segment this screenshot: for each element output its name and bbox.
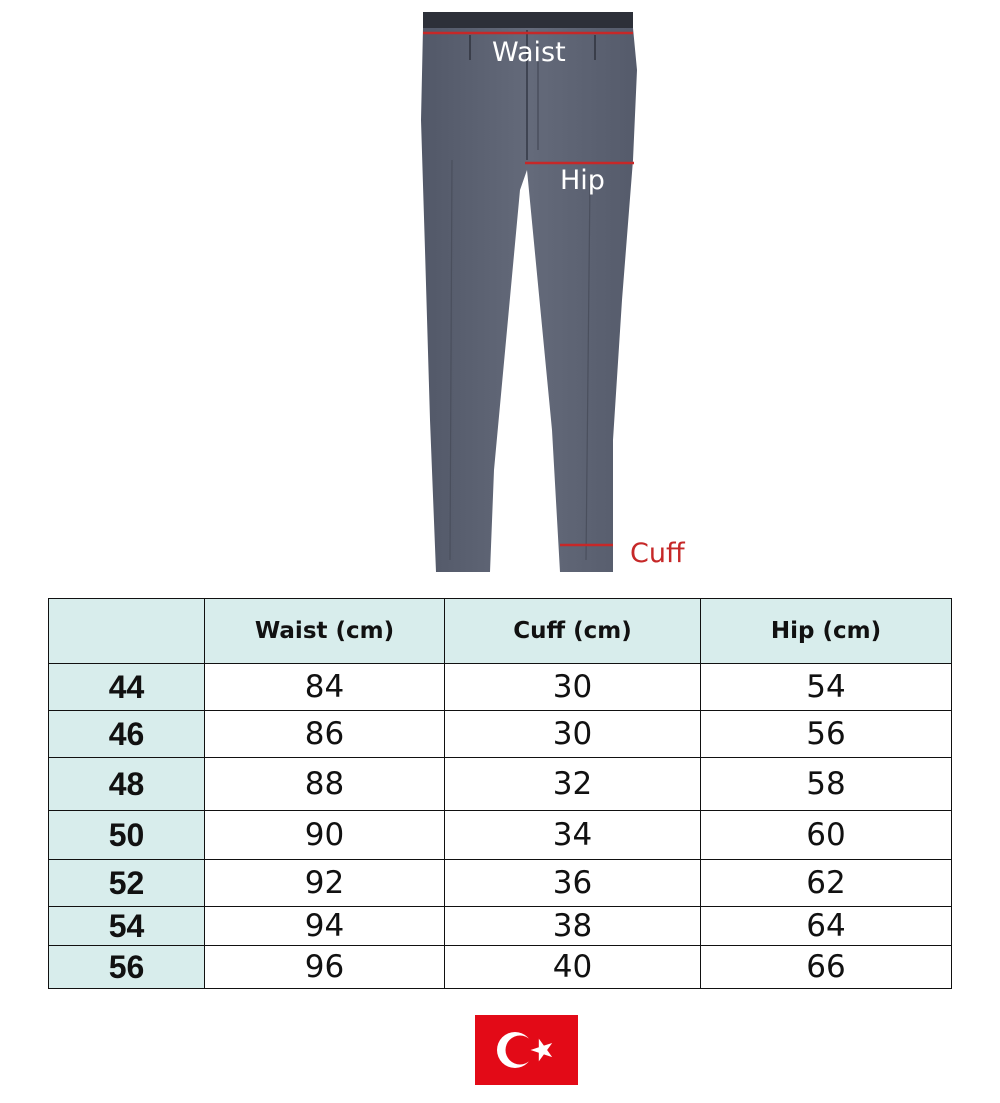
waist-label: Waist bbox=[492, 37, 566, 68]
cuff-cell: 40 bbox=[445, 946, 701, 989]
waist-cell: 86 bbox=[205, 711, 445, 758]
cuff-cell: 38 bbox=[445, 907, 701, 946]
hip-cell: 54 bbox=[701, 664, 952, 711]
waist-cell: 88 bbox=[205, 758, 445, 811]
hip-cell: 62 bbox=[701, 860, 952, 907]
size-cell: 48 bbox=[49, 758, 205, 811]
waist-cell: 84 bbox=[205, 664, 445, 711]
header-size bbox=[49, 599, 205, 664]
cuff-label: Cuff bbox=[630, 538, 685, 569]
hip-label: Hip bbox=[560, 165, 605, 196]
size-cell: 50 bbox=[49, 811, 205, 860]
trousers-body bbox=[421, 28, 637, 572]
header-waist: Waist (cm) bbox=[205, 599, 445, 664]
cuff-cell: 34 bbox=[445, 811, 701, 860]
hip-cell: 64 bbox=[701, 907, 952, 946]
size-cell: 44 bbox=[49, 664, 205, 711]
hip-cell: 60 bbox=[701, 811, 952, 860]
header-hip: Hip (cm) bbox=[701, 599, 952, 664]
table-row bbox=[49, 758, 952, 811]
size-cell: 52 bbox=[49, 860, 205, 907]
table-row bbox=[49, 907, 952, 946]
cuff-cell: 36 bbox=[445, 860, 701, 907]
table-row bbox=[49, 811, 952, 860]
table-row bbox=[49, 946, 952, 989]
size-chart-table bbox=[48, 598, 952, 989]
header-cuff: Cuff (cm) bbox=[445, 599, 701, 664]
waist-cell: 94 bbox=[205, 907, 445, 946]
waist-cell: 90 bbox=[205, 811, 445, 860]
waistband bbox=[423, 12, 633, 30]
size-cell: 54 bbox=[49, 907, 205, 946]
cuff-cell: 30 bbox=[445, 664, 701, 711]
hip-cell: 66 bbox=[701, 946, 952, 989]
turkey-flag-icon bbox=[475, 1015, 578, 1085]
waist-cell: 92 bbox=[205, 860, 445, 907]
size-cell: 46 bbox=[49, 711, 205, 758]
size-cell: 56 bbox=[49, 946, 205, 989]
table-row bbox=[49, 860, 952, 907]
cuff-cell: 30 bbox=[445, 711, 701, 758]
cuff-cell: 32 bbox=[445, 758, 701, 811]
hip-cell: 58 bbox=[701, 758, 952, 811]
waist-cell: 96 bbox=[205, 946, 445, 989]
table-header-row bbox=[49, 599, 952, 664]
table-row bbox=[49, 711, 952, 758]
table-row bbox=[49, 664, 952, 711]
hip-cell: 56 bbox=[701, 711, 952, 758]
